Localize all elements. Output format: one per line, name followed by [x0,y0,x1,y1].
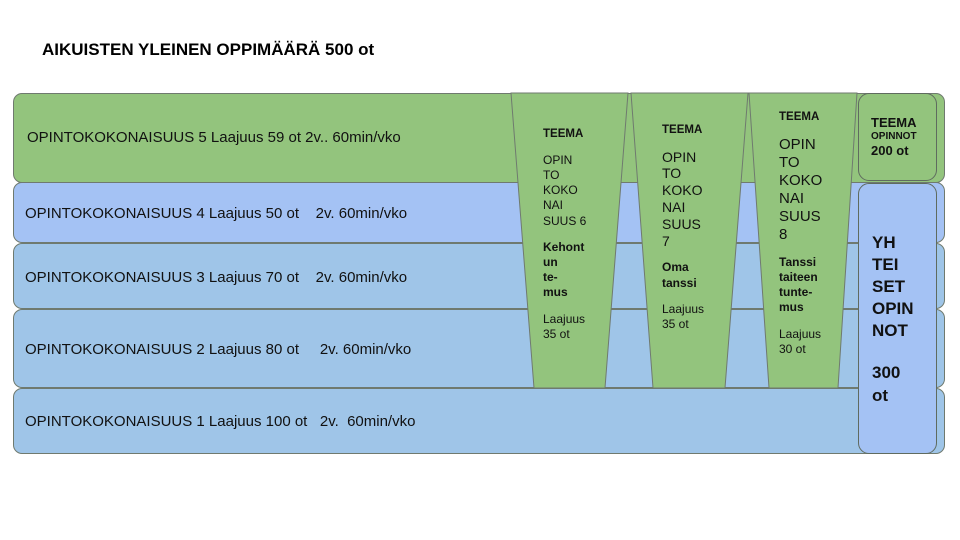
teema-8-text [779,110,822,357]
teema-8-name: OPIN TO KOKO NAI SUUS 8 [779,135,823,243]
diagram-title: AIKUISTEN YLEINEN OPPIMÄÄRÄ 500 ot [42,40,375,59]
teema-7-topic: Oma tanssi [662,260,697,290]
teema-7-header: TEEMA [662,124,703,136]
teema-6-scope: Laajuus 35 ot [543,311,586,341]
band-label-2: OPINTOKOKONAISUUS 2 Laajuus 80 ot 2v. 60min/vko [25,341,412,358]
band-label-4: OPINTOKOKONAISUUS 4 Laajuus 50 ot 2v. 60min/vko [25,205,408,222]
yhteiset-unit: ot [872,385,889,405]
teema-6-text [543,127,586,342]
teema-8-header: TEEMA [779,111,820,123]
teema-opinnot-text [871,115,917,158]
teema-8-scope: Laajuus 30 ot [779,326,822,356]
teema-7-scope: Laajuus 35 ot [662,301,705,332]
teema-6-header: TEEMA [543,128,584,140]
teema-6-name: OPIN TO KOKO NAI SUUS 6 [543,152,587,228]
teema-opinnot-line3: 200 ot [871,142,909,158]
yhteiset-scope: 300 [872,363,901,383]
band-label-3: OPINTOKOKONAISUUS 3 Laajuus 70 ot 2v. 60min/vko [25,269,408,286]
teema-8-topic: Tanssi taiteen tunte- mus [779,254,818,315]
teema-opinnot-line1: TEEMA [871,115,917,130]
teema-7-text [662,123,704,332]
teema-7-name: OPIN TO KOKO NAI SUUS 7 [662,148,703,249]
teema-6-topic: Kehont un te- mus [543,239,585,300]
band-label-1: OPINTOKOKONAISUUS 1 Laajuus 100 ot 2v. 60min/vko [25,413,416,430]
band-label-5: OPINTOKOKONAISUUS 5 Laajuus 59 ot 2v.. 60min/vko [27,129,401,146]
teema-opinnot-line2: OPINNOT [871,130,917,142]
yhteiset-opinnot-text: YH TEI SET OPIN NOT 300 ot [872,232,914,407]
